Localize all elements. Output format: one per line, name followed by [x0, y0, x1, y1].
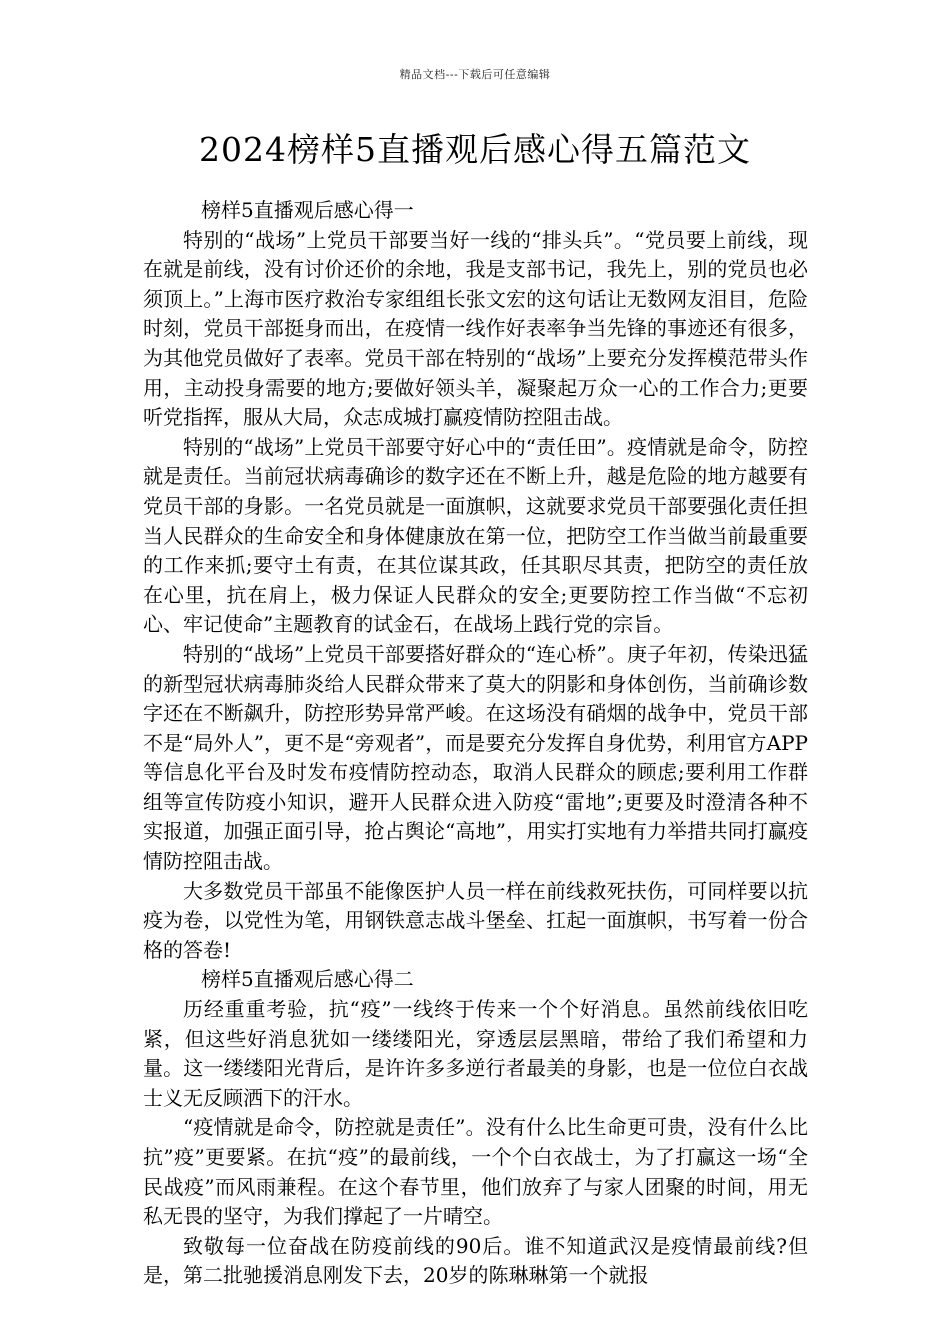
paragraph: 致敬每一位奋战在防疫前线的90后。谁不知道武汉是疫情最前线?但是，第二批驰援消息刚发下去，20岁的陈琳琳第一个就报	[143, 1233, 808, 1288]
document-body	[143, 196, 808, 1291]
paragraph: 大多数党员干部虽不能像医护人员一样在前线救死扶伤，可同样要以抗疫为卷，以党性为笔，用钢铁意志战斗堡垒、扛起一面旗帜，书写着一份合格的答卷!	[143, 878, 808, 962]
document-title: 2024榜样5直播观后感心得五篇范文	[199, 130, 751, 169]
paragraph: 特别的“战场”上党员干部要守好心中的“责任田”。疫情就是命令，防控就是责任。当前冠状病毒确诊的数字还在不断上升，越是危险的地方越要有党员干部的身影。一名党员就是一面旗帜，这就要求党员干部要强化责任担当人民群众的生命安全和身体健康放在第一位，把防空工作当做当前最重要的工作来抓;要守土有责，在其位谋其政，任其职尽其责，把防空的责任放在心里，抗在肩上，极力保证人民群众的安全;更要防控工作当做“不忘初心、牢记使命”主题教育的试金石，在战场上践行党的宗旨。	[143, 434, 808, 637]
section-heading-1: 榜样5直播观后感心得一	[201, 198, 414, 222]
section-heading-2: 榜样5直播观后感心得二	[201, 967, 414, 992]
paragraph: 特别的“战场”上党员干部要搭好群众的“连心桥”。庚子年初，传染迅猛的新型冠状病毒肺炎给人民群众带来了莫大的阴影和身体创伤，当前确诊数字还在不断飙升，防控形势异常严峻。在这场没有硝烟的战争中，党员干部不是“局外人”，更不是“旁观者”，而是要充分发挥自身优势，利用官方APP等信息化平台及时发布疫情防控动态，取消人民群众的顾虑;要利用工作群组等宣传防疫小知识，避开人民群众进入防疫“雷地”;更要及时澄清各种不实报道，加强正面引导，抢占舆论“高地”，用实打实地有力举措共同打赢疫情防控阻击战。	[143, 641, 808, 874]
header-note: 精品文档---下载后可任意编辑	[399, 68, 551, 81]
paragraph: “疫情就是命令，防控就是责任”。没有什么比生命更可贵，没有什么比抗”疫”更要紧。在抗“疫”的最前线，一个个白衣战士，为了打赢这一场“全民战疫”而风雨兼程。在这个春节里，他们放弃了与家人团聚的时间，用无私无畏的坚守，为我们撑起了一片晴空。	[143, 1115, 808, 1229]
paragraph: 历经重重考验，抗“疫”一线终于传来一个个好消息。虽然前线依旧吃紧，但这些好消息犹如一缕缕阳光，穿透层层黑暗，带给了我们希望和力量。这一缕缕阳光背后，是许许多多逆行者最美的身影，也是一位位白衣战士义无反顾洒下的汗水。	[143, 997, 808, 1110]
paragraph: 特别的“战场”上党员干部要当好一线的“排头兵”。“党员要上前线，现在就是前线，没有讨价还价的余地，我是支部书记，我先上，别的党员也必须顶上。”上海市医疗救治专家组组长张文宏的这句话让无数网友泪目，危险时刻，党员干部挺身而出，在疫情一线作好表率争当先锋的事迹还有很多，为其他党员做好了表率。党员干部在特别的“战场”上要充分发挥模范带头作用，主动投身需要的地方;要做好领头羊，凝聚起万众一心的工作合力;更要听党指挥，服从大局，众志成城打赢疫情防控阻击战。	[143, 227, 808, 430]
